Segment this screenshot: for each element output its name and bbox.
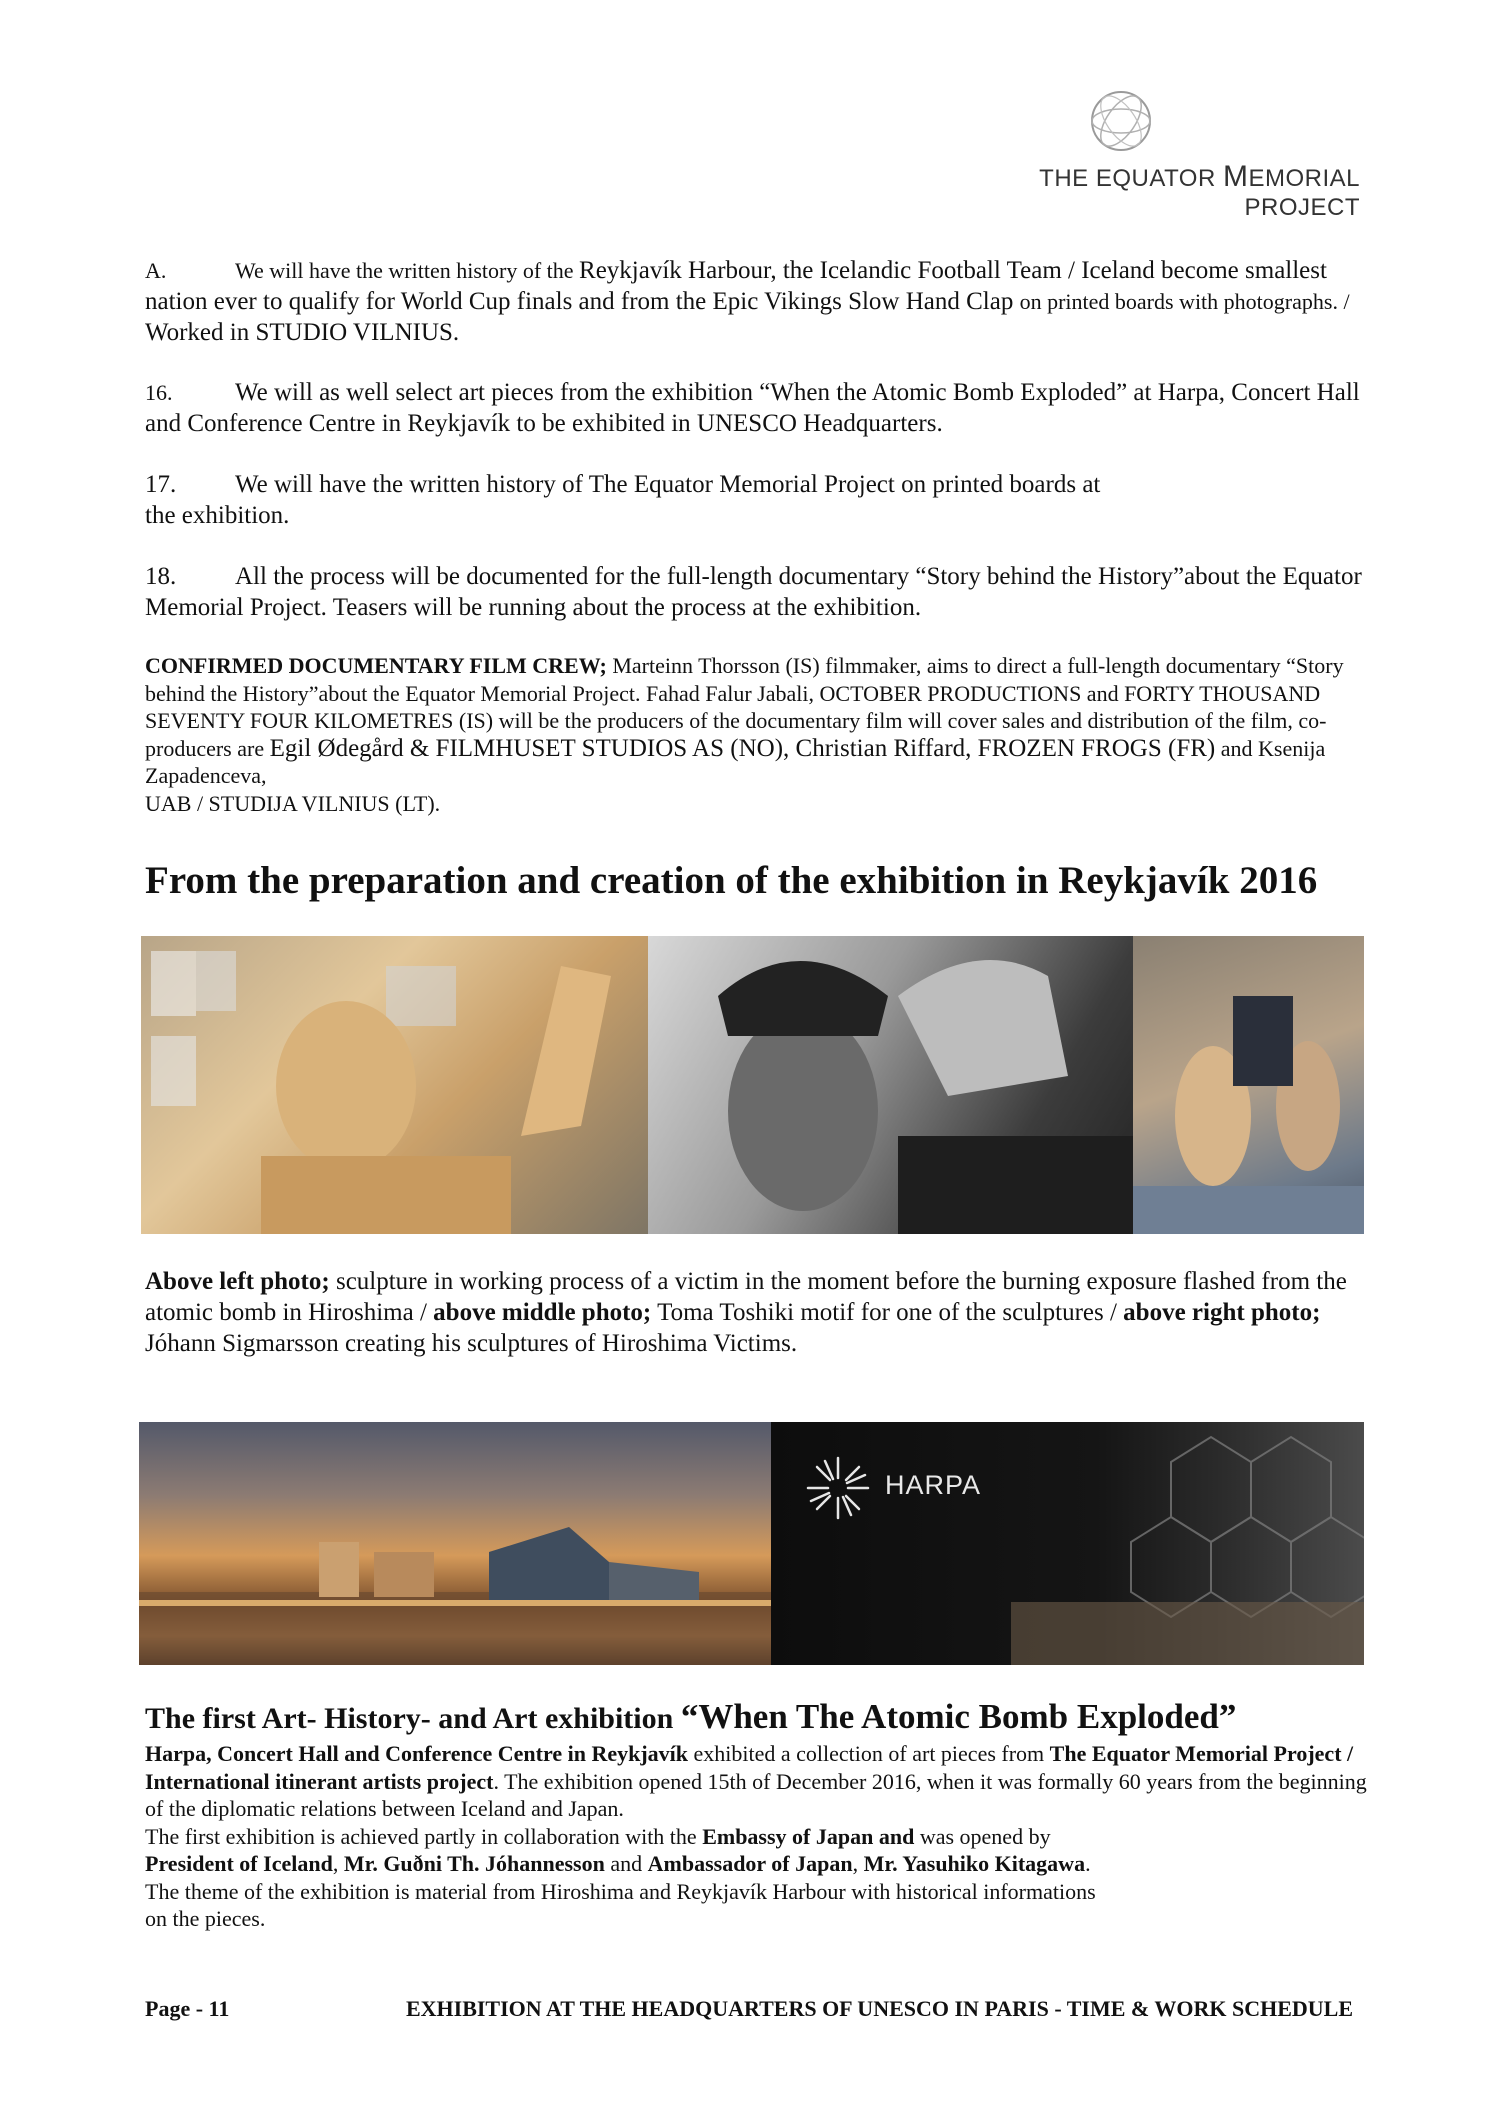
exhibition-bold: Harpa, Concert Hall and Conference Centre in Reykjavík [145,1741,689,1766]
exhibition-bold: Mr. Guðni Th. Jóhannesson [343,1851,605,1876]
exhibition-bold: President of Iceland [145,1851,333,1876]
exhibition-text: The first exhibition is achieved partly in collaboration with the [145,1823,703,1849]
caption-label-right: above right photo; [1123,1299,1321,1326]
item-text: We will as well select art pieces from the exhibition “When the Atomic Bomb Exploded” at Harpa, Concert Hall and Conference Centre in Reykjavík to be exhibited in UNESCO Headquarters. [145,379,1360,437]
exhibition-text: The theme of the exhibition is material from Hiroshima and Reykjavík Harbour with historical informations [145,1878,1096,1904]
item-text: We will have the written history of The Equator Memorial Project on printed boards at [235,471,1101,498]
exhibition-text: . The exhibition opened 15th of December 2016, when it was formally 60 years from the beginning of the diplomatic relations between Iceland and Japan. [145,1768,1367,1821]
caption-text: Toma Toshiki motif for one of the sculptures / [651,1299,1124,1326]
photo-johann-sculpting [1133,936,1364,1234]
photo-toma-toshiki [648,936,1133,1234]
item-number: 18. [145,563,177,590]
exhibition-bold: Mr. Yasuhiko Kitagawa [863,1851,1086,1876]
globe-logo-icon [1088,88,1154,154]
list-item [145,469,1365,531]
crew-text: and Ksenija Zapadenceva, [145,735,1326,788]
caption-text: sculpture in working process of a victim in the moment before the burning exposure flashed from the atomic bomb in Hiroshima / [145,1268,1347,1326]
item-text: Reykjavík Harbour, the Icelandic Football Team / Iceland become smallest nation ever to qualify for World Cup finals and from the Epic Vikings Slow Hand Clap [145,257,1327,315]
page-number: Page - 11 [145,1996,230,2021]
item-number: 17. [145,471,177,498]
exhibition-bold: Embassy of Japan and [702,1823,915,1849]
caption-label-left: Above left photo; [145,1268,330,1295]
film-crew-paragraph [145,652,1365,817]
exhibition-text: exhibited a collection of art pieces from [688,1741,1050,1766]
exhibition-title-quote: “When The Atomic Bomb Exploded” [680,1697,1237,1736]
crew-text: Egil Ødegård & FILMHUSET STUDIOS AS (NO), Christian Riffard, FROZEN FROGS (FR) [269,734,1216,762]
crew-text: UAB / STUDIJA VILNIUS (LT). [145,790,441,816]
harpa-label: HARPA [885,1470,982,1500]
exhibition-text: was opened by [914,1823,1051,1849]
item-text: the exhibition. [145,502,290,529]
logo-wordmark [930,160,1360,222]
exhibition-description [145,1740,1375,1933]
harpa-logo-icon [803,1453,873,1523]
exhibition-title [145,1698,1375,1738]
exhibition-bold: The Equator Memorial Project / International itinerant artists project [145,1741,1354,1794]
section-heading: From the preparation and creation of the exhibition in Reykjavík 2016 [145,859,1318,902]
exhibition-text: and [604,1851,648,1876]
item-text: Worked in STUDIO VILNIUS. [145,319,460,346]
exhibition-text: , [852,1851,864,1876]
photo-caption [145,1266,1365,1359]
crew-label: CONFIRMED DOCUMENTARY FILM CREW; [145,653,607,678]
item-text: All the process will be documented for the full-length documentary “Story behind the History”about the Equator Memorial Project. Teasers will be running about the process at the exhibition. [145,563,1362,621]
caption-text: Jóhann Sigmarsson creating his sculptures of Hiroshima Victims. [145,1330,798,1357]
item-number: 16. [145,380,173,405]
list-item [145,561,1365,623]
caption-label-middle: above middle photo; [433,1299,652,1326]
list-item [145,377,1365,439]
photo-sculpture-wood [141,936,648,1234]
item-text: on printed boards with photographs. / [1019,289,1350,314]
list-item [145,255,1365,348]
exhibition-bold: Ambassador of Japan [647,1851,853,1876]
exhibition-text: . [1085,1851,1091,1876]
logo-text-part: EMORIAL PROJECT [1244,165,1360,221]
exhibition-text: on the pieces. [145,1906,266,1931]
footer-title: EXHIBITION AT THE HEADQUARTERS OF UNESCO IN PARIS - TIME & WORK SCHEDULE [405,1996,1353,2021]
logo-text-part: THE EQUATOR [1039,165,1223,192]
item-number: A. [145,258,167,283]
crew-text: Marteinn Thorsson (IS) filmmaker, aims to direct a full-length documentary “Story behind the History”about the Equator Memorial Project. Fahad Falur Jabali, OCTOBER PRODUCTIONS and FORTY THOUSAND SEVENTY FOUR KILOMETRES (IS) will be the producers of the documentary film will cover sales and distribution of the film, co-producers are [145,653,1344,761]
exhibition-text: , [332,1851,344,1876]
logo-text-m: M [1222,160,1249,193]
item-text: We will have the written history of the [235,258,580,283]
photo-harpa-skyline [139,1422,771,1665]
exhibition-title-text: The first Art- History- and Art exhibition [145,1702,681,1735]
